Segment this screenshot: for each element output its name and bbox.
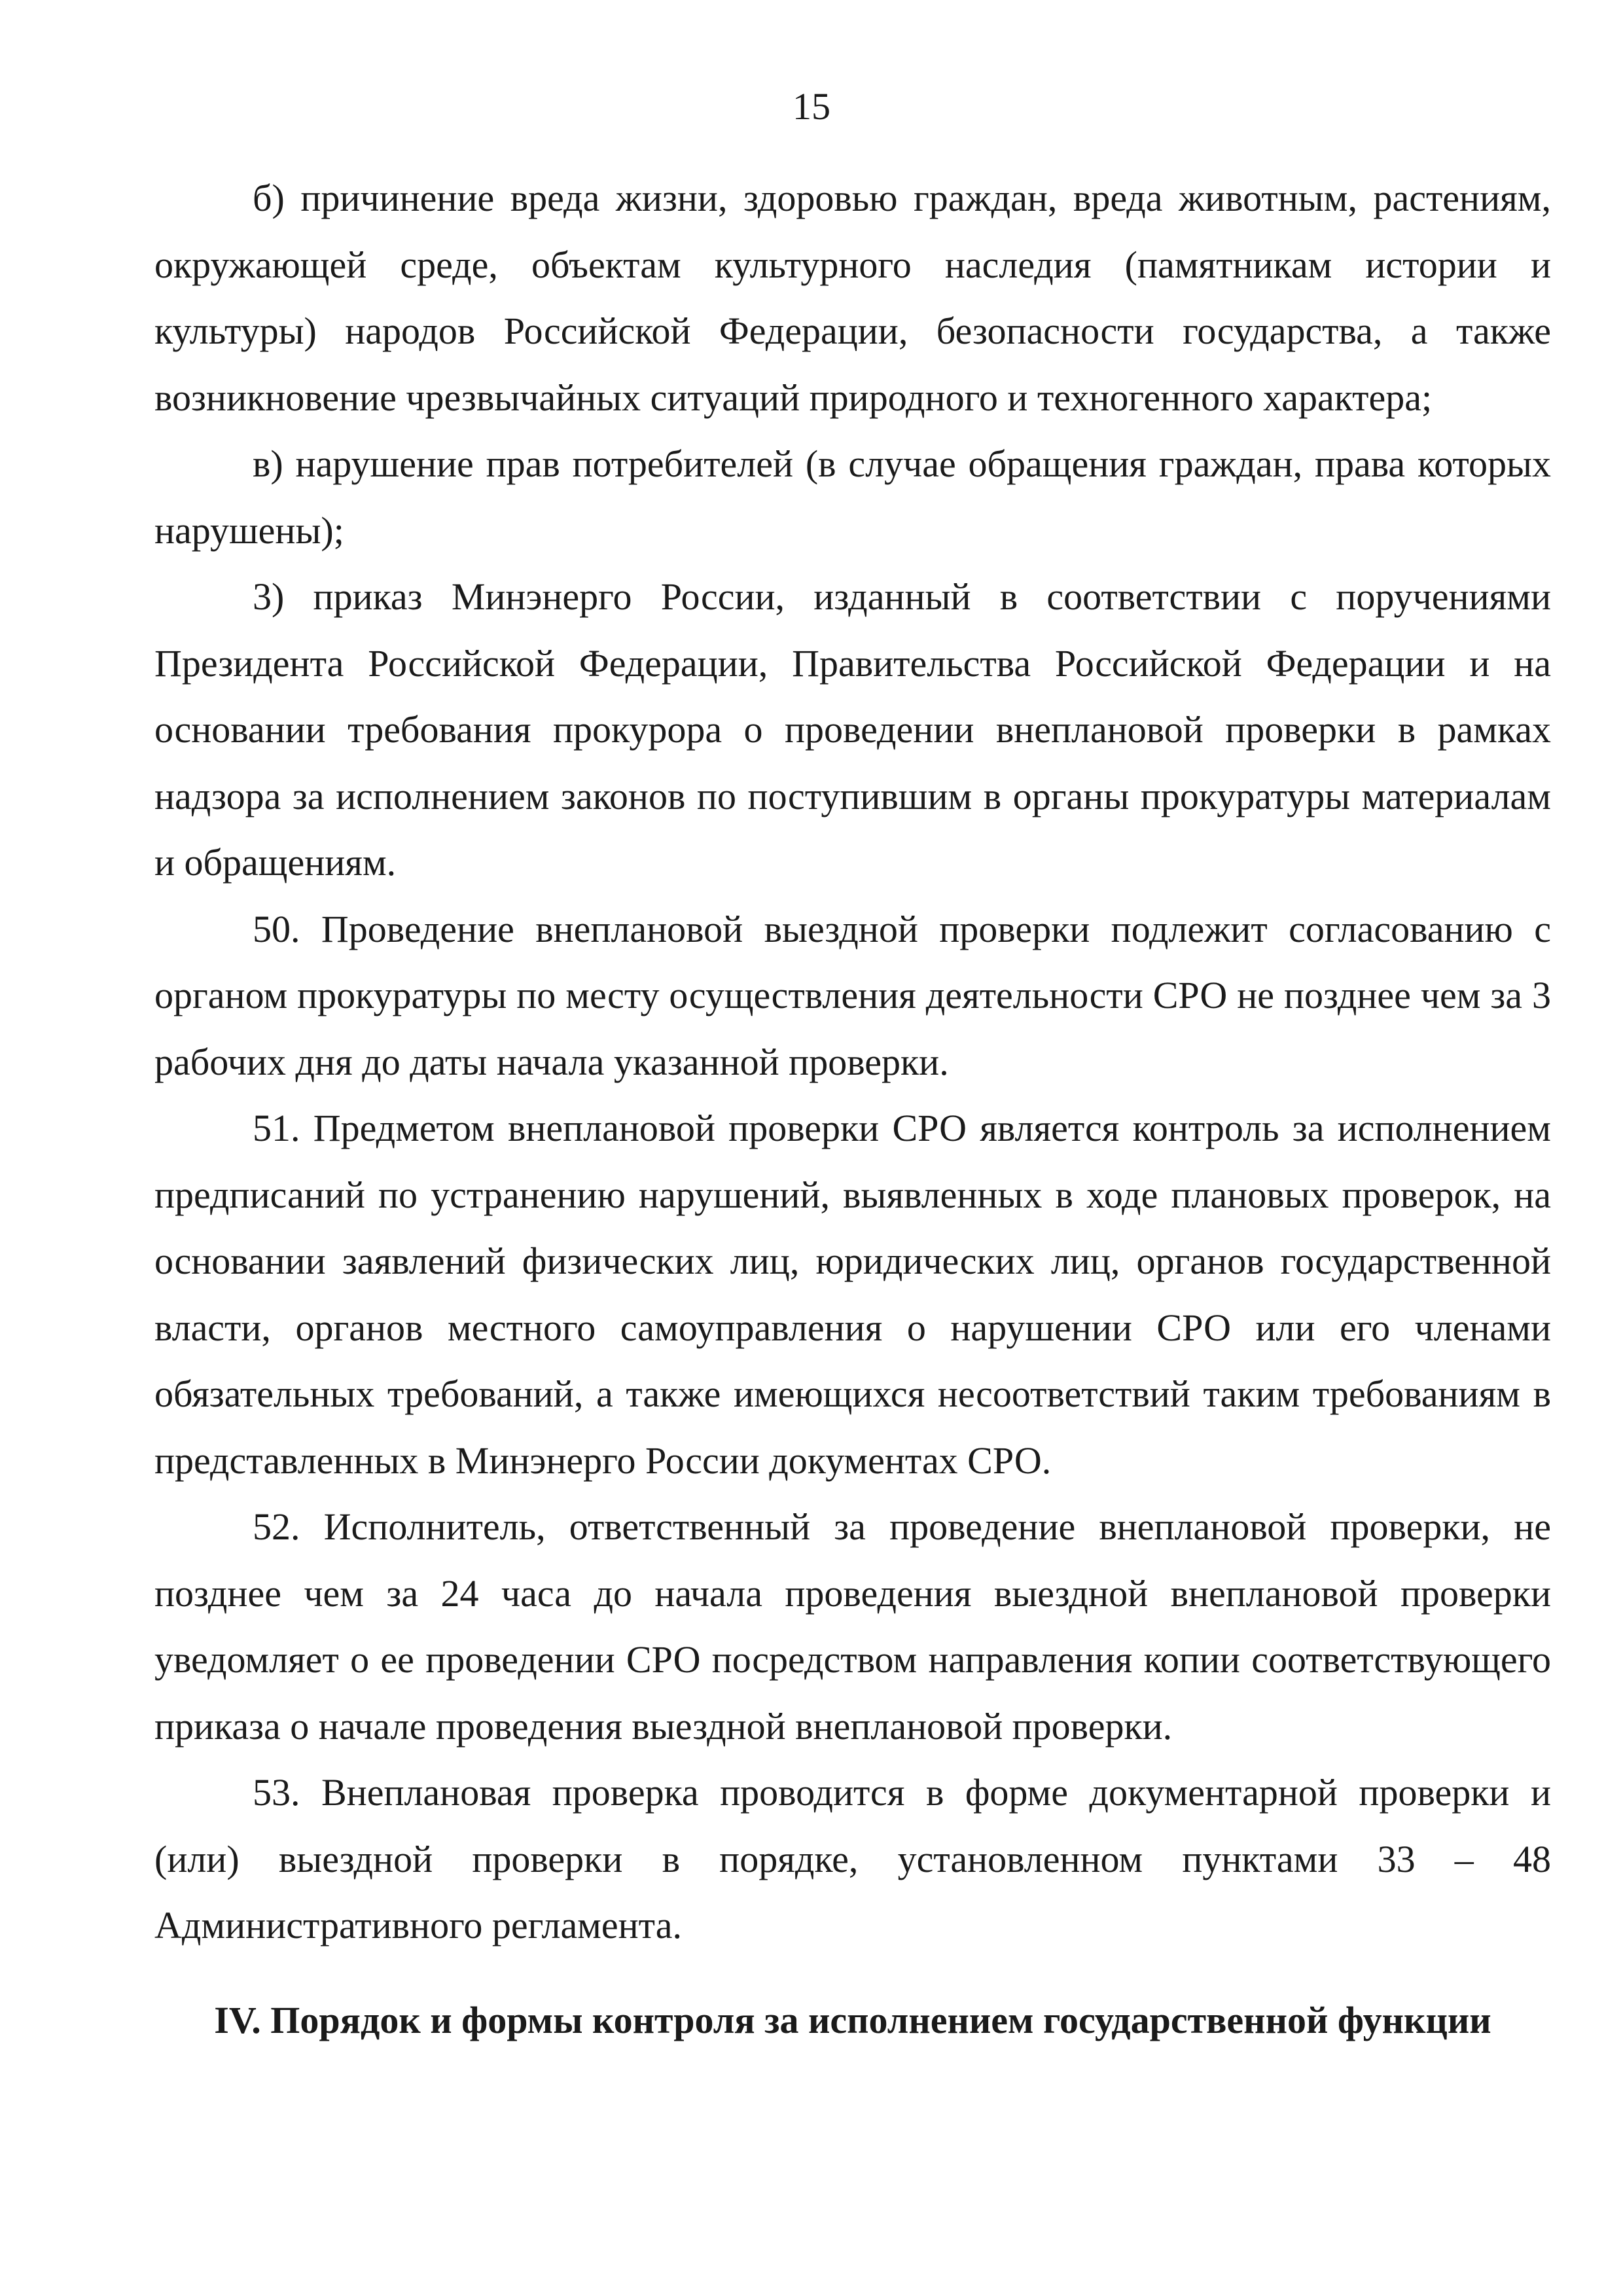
paragraph-52: 52. Исполнитель, ответственный за проведение внеплановой проверки, не позднее чем за 24 часа до начала проведения выездной внеплановой проверки уведомляет о ее проведении СРО посредством направления копии соответствующего приказа о начале проведения выездной внеплановой проверки. [154,1505,1551,1748]
document-body [154,165,1551,1959]
page-number: 15 [793,85,830,128]
section-heading: IV. Порядок и формы контроля за исполнением государственной функции [214,1999,1491,2041]
paragraph-b: б) причинение вреда жизни, здоровью граждан, вреда животным, растениям, окружающей среде, объектам культурного наследия (памятникам истории и культуры) народов Российской Федерации, безопасности государства, а также возникновение чрезвычайных ситуаций природного и техногенного характера; [154,177,1551,419]
paragraph-50: 50. Проведение внеплановой выездной проверки подлежит согласованию с органом прокуратуры по месту осуществления деятельности СРО не позднее чем за 3 рабочих дня до даты начала указанной проверки. [154,907,1551,1083]
paragraph-3: 3) приказ Минэнерго России, изданный в соответствии с поручениями Президента Российской Федерации, Правительства Российской Федерации и на основании требования прокурора о проведении внеплановой проверки в рамках надзора за исполнением законов по поступившим в органы прокуратуры материалам и обращениям. [154,575,1551,884]
paragraph-v: в) нарушение прав потребителей (в случае обращения граждан, права которых нарушены); [154,442,1551,552]
paragraph-51: 51. Предметом внеплановой проверки СРО является контроль за исполнением предписаний по устранению нарушений, выявленных в ходе плановых проверок, на основании заявлений физических лиц, юридических лиц, органов государственной власти, органов местного самоуправления о нарушении СРО или его членами обязательных требований, а также имеющихся несоответствий таким требованиям в представленных в Минэнерго России документах СРО. [154,1107,1551,1482]
paragraph-53: 53. Внеплановая проверка проводится в форме документарной проверки и (или) выездной проверки в порядке, установленном пунктами 33 – 48 Административного регламента. [154,1771,1551,1946]
